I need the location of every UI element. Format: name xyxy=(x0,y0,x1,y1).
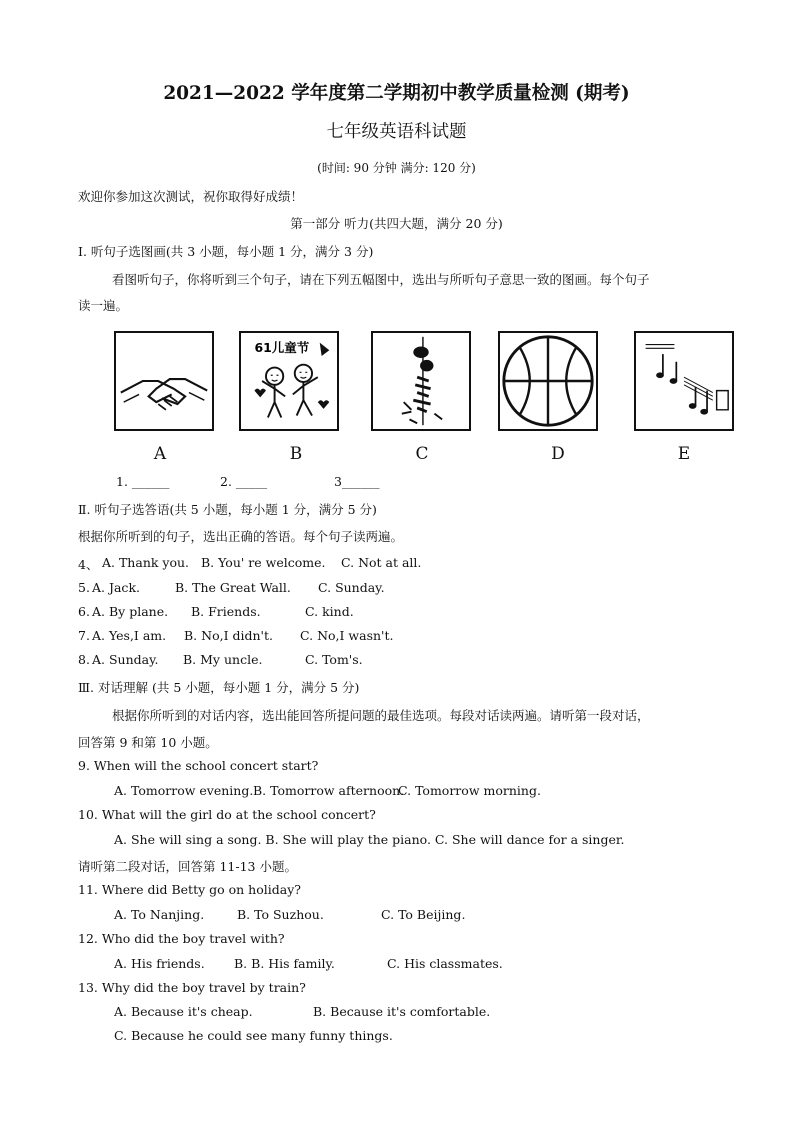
question-10-options: A. She will sing a song. B. She will play the piano. C. She will dance for a singer. xyxy=(114,832,625,847)
option-a: A. Sunday. xyxy=(92,652,159,667)
option-b: B. Friends. xyxy=(191,604,261,619)
question-9-stem: 9. When will the school concert start? xyxy=(78,758,319,773)
picture-label-c: C xyxy=(415,444,429,464)
question-11-stem: 11. Where did Betty go on holiday? xyxy=(78,882,301,897)
greeting: 欢迎你参加这次测试，祝你取得好成绩！ xyxy=(78,189,304,204)
option-c: C. Sunday. xyxy=(318,580,385,595)
question-number: 6. xyxy=(78,604,90,619)
firecracker-icon xyxy=(373,333,469,429)
answer-blank-2: 2. _____ xyxy=(220,474,268,489)
childrens-day-kids-icon xyxy=(241,333,337,429)
question-number: 7. xyxy=(78,628,90,643)
picture-b xyxy=(239,331,339,431)
section1-instruction-cont: 读一遍。 xyxy=(78,298,129,313)
option-a: A. Yes,I am. xyxy=(92,628,167,643)
exam-subtitle: 七年级英语科试题 xyxy=(326,122,467,142)
time-info: (时间: 90 分钟 满分: 120 分) xyxy=(317,161,476,175)
option-c: C. Not at all. xyxy=(341,555,422,570)
question-13-option-a: A. Because it's cheap. xyxy=(114,1004,253,1019)
section3-title: Ⅲ. 对话理解 (共 5 小题，每小题 1 分，满分 5 分) xyxy=(78,680,360,695)
part1-heading: 第一部分 听力(共四大题，满分 20 分) xyxy=(290,216,503,231)
question-10-stem: 10. What will the girl do at the school concert? xyxy=(78,807,376,822)
option-b: B. The Great Wall. xyxy=(175,580,291,595)
option-c: C. kind. xyxy=(305,604,354,619)
section2-title: Ⅱ. 听句子选答语(共 5 小题，每小题 1 分，满分 5 分) xyxy=(78,502,377,517)
question-number: 5. xyxy=(78,580,90,595)
picture-label-e: E xyxy=(677,444,691,464)
option-a: A. By plane. xyxy=(92,604,169,619)
section1-title: Ⅰ. 听句子选图画(共 3 小题，每小题 1 分，满分 3 分) xyxy=(78,244,374,259)
section3-instruction-cont: 回答第 9 和第 10 小题。 xyxy=(78,735,218,750)
option-b: B. You' re welcome. xyxy=(201,555,326,570)
option-b: B. My uncle. xyxy=(183,652,263,667)
exam-title: 2021—2022 学年度第二学期初中教学质量检测 (期考) xyxy=(163,83,630,104)
picture-label-b: B xyxy=(289,444,303,464)
picture-label-d: D xyxy=(551,444,565,464)
answer-blank-3: 3______ xyxy=(334,474,380,489)
music-notes-icon xyxy=(636,333,732,429)
question-11-option-a: A. To Nanjing. xyxy=(114,907,205,922)
picture-c xyxy=(371,331,471,431)
basketball-icon xyxy=(500,333,596,429)
question-9-option-b: B. Tomorrow afternoon. xyxy=(253,783,405,798)
question-11-option-c: C. To Beijing. xyxy=(381,907,466,922)
question-13-option-c: C. Because he could see many funny things. xyxy=(114,1028,393,1043)
question-number: 4、 xyxy=(78,557,99,572)
section2-instruction: 根据你所听到的句子，选出正确的答语。每个句子读两遍。 xyxy=(78,529,404,544)
question-number: 8. xyxy=(78,652,90,667)
question-9-option-a: A. Tomorrow evening. xyxy=(114,783,254,798)
dialogue2-intro: 请听第二段对话，回答第 11-13 小题。 xyxy=(78,859,297,874)
section3-instruction: 根据你所听到的对话内容，选出能回答所提问题的最佳选项。每段对话读两遍。请听第一段对话， xyxy=(112,708,650,723)
picture-d xyxy=(498,331,598,431)
picture-b-caption: 61儿童节 xyxy=(254,340,310,356)
picture-a xyxy=(114,331,214,431)
option-a: A. Thank you. xyxy=(102,555,190,570)
question-12-option-a: A. His friends. xyxy=(114,956,205,971)
question-11-option-b: B. To Suzhou. xyxy=(237,907,324,922)
question-13-option-b: B. Because it's comfortable. xyxy=(313,1004,491,1019)
picture-e xyxy=(634,331,734,431)
question-12-stem: 12. Who did the boy travel with? xyxy=(78,931,285,946)
picture-label-a: A xyxy=(153,444,167,464)
option-c: C. Tom's. xyxy=(305,652,363,667)
option-a: A. Jack. xyxy=(92,580,140,595)
question-9-option-c: C. Tomorrow morning. xyxy=(398,783,541,798)
question-12-option-b: B. B. His family. xyxy=(234,956,335,971)
option-c: C. No,I wasn't. xyxy=(300,628,394,643)
option-b: B. No,I didn't. xyxy=(184,628,273,643)
section1-instruction: 看图听句子，你将听到三个句子，请在下列五幅图中，选出与所听句子意思一致的图画。每个句子 xyxy=(112,272,650,287)
answer-blank-1: 1. ______ xyxy=(116,474,170,489)
question-12-option-c: C. His classmates. xyxy=(387,956,503,971)
question-13-stem: 13. Why did the boy travel by train? xyxy=(78,980,306,995)
handshake-icon xyxy=(116,333,212,429)
